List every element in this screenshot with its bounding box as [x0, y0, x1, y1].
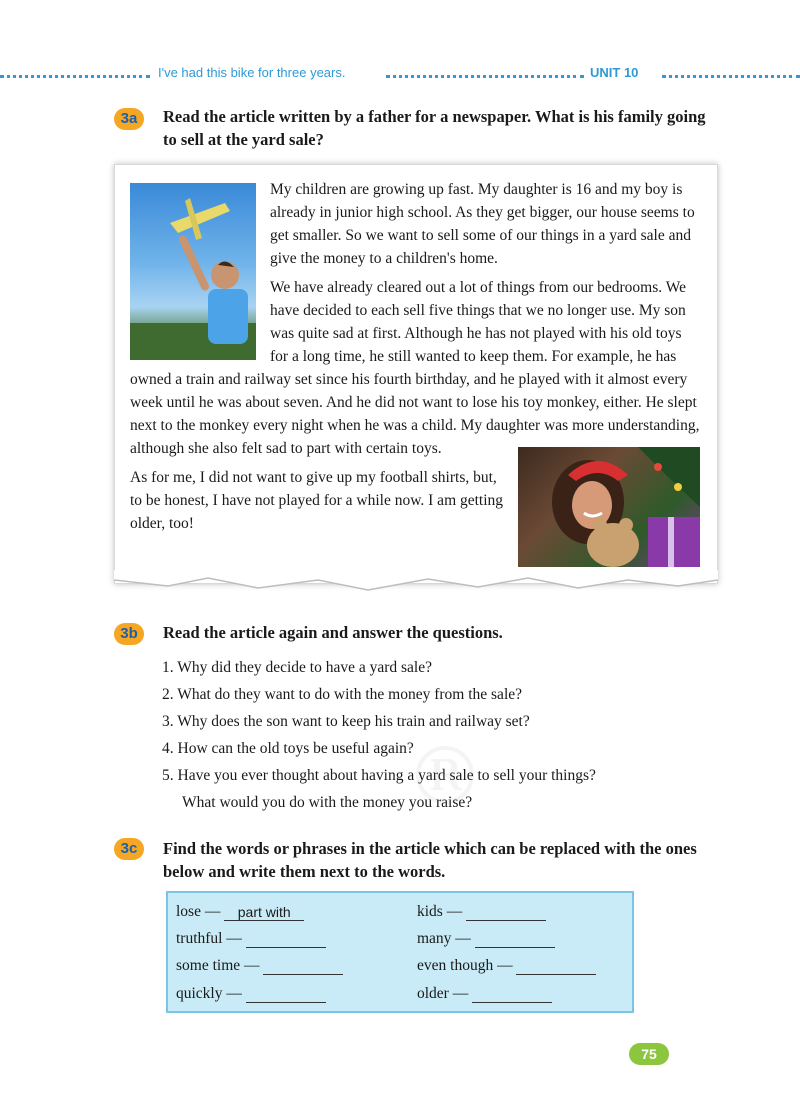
header-title: I've had this bike for three years. [158, 65, 346, 80]
section-3a-badge: 3a [114, 108, 144, 130]
photo-spacer-left [130, 182, 258, 362]
question-1: 1. Why did they decide to have a yard sale? [162, 659, 433, 676]
word-label: quickly — [176, 985, 242, 1002]
section-3c-instruction: Find the words or phrases in the article which can be replaced with the ones below and write them next to the words. [163, 839, 697, 881]
word-label: some time — [176, 957, 260, 974]
word-row-left-4 [176, 985, 326, 1003]
answer-blank[interactable] [475, 931, 555, 948]
header-unit: UNIT 10 [590, 65, 639, 80]
section-3c-badge: 3c [114, 838, 144, 860]
word-label: kids — [417, 903, 463, 920]
word-label: older — [417, 985, 469, 1002]
article-text [130, 178, 700, 594]
question-4: 4. How can the old toys be useful again? [162, 740, 414, 757]
torn-paper-edge [108, 570, 724, 600]
article-paragraph-2-text: We have already cleared out a lot of things from our bedrooms. We have decided to each sell five things that we no longer use. My son was quite sad at first. Although he has not played with his old toys for a long time, he still wanted to keep them. For example, he has owned a train and railway set since his fourth birthday, and he played with it almost every week until he was about seven. And he did not want to lose his toy monkey, either. He slept next to the monkey every night when he was a child. My daughter was more understanding, although she also felt sad to part with certain toys. [130, 279, 700, 457]
word-label: even though — [417, 957, 513, 974]
section-3b-instruction: Read the article again and answer the questions. [163, 623, 503, 642]
word-row-right-1 [417, 903, 546, 921]
answer-blank[interactable] [466, 904, 546, 921]
header-dots-middle [386, 75, 584, 78]
answer-blank[interactable]: part with [224, 904, 304, 921]
word-row-left-1 [176, 903, 304, 921]
header-dots-right [662, 75, 800, 78]
watermark: ® [405, 730, 485, 823]
section-3a-instruction: Read the article written by a father for a newspaper. What is his family going to sell at the yard sale? [163, 107, 706, 149]
word-label: lose — [176, 903, 221, 920]
word-label: many — [417, 930, 471, 947]
word-row-right-3 [417, 957, 596, 975]
header-dots-left [0, 75, 150, 78]
question-2: 2. What do they want to do with the money from the sale? [162, 686, 523, 703]
question-5: 5. Have you ever thought about having a yard sale to sell your things? [162, 767, 596, 784]
article-paragraph-3: As for me, I did not want to give up my football shirts, but, to be honest, I have not played for a while now. I am getting older, too! [130, 469, 504, 532]
word-row-right-2 [417, 930, 555, 948]
question-5-continued: What would you do with the money you raise? [182, 794, 473, 811]
article-paragraph-1: My children are growing up fast. My daughter is 16 and my boy is already in junior high school. As they get bigger, our house seems to get smaller. So we want to sell some of our things in a yard sale and give the money to a children's home. [270, 181, 695, 267]
answer-blank[interactable] [246, 931, 326, 948]
answer-blank[interactable] [516, 958, 596, 975]
word-label: truthful — [176, 930, 242, 947]
word-row-left-2 [176, 930, 326, 948]
answer-blank[interactable] [263, 958, 343, 975]
word-row-left-3 [176, 957, 343, 975]
answer-blank[interactable] [246, 986, 326, 1003]
word-row-right-4 [417, 985, 552, 1003]
question-3: 3. Why does the son want to keep his train and railway set? [162, 713, 530, 730]
section-3b-badge: 3b [114, 623, 144, 645]
answer-blank[interactable] [472, 986, 552, 1003]
page-number: 75 [629, 1043, 669, 1065]
